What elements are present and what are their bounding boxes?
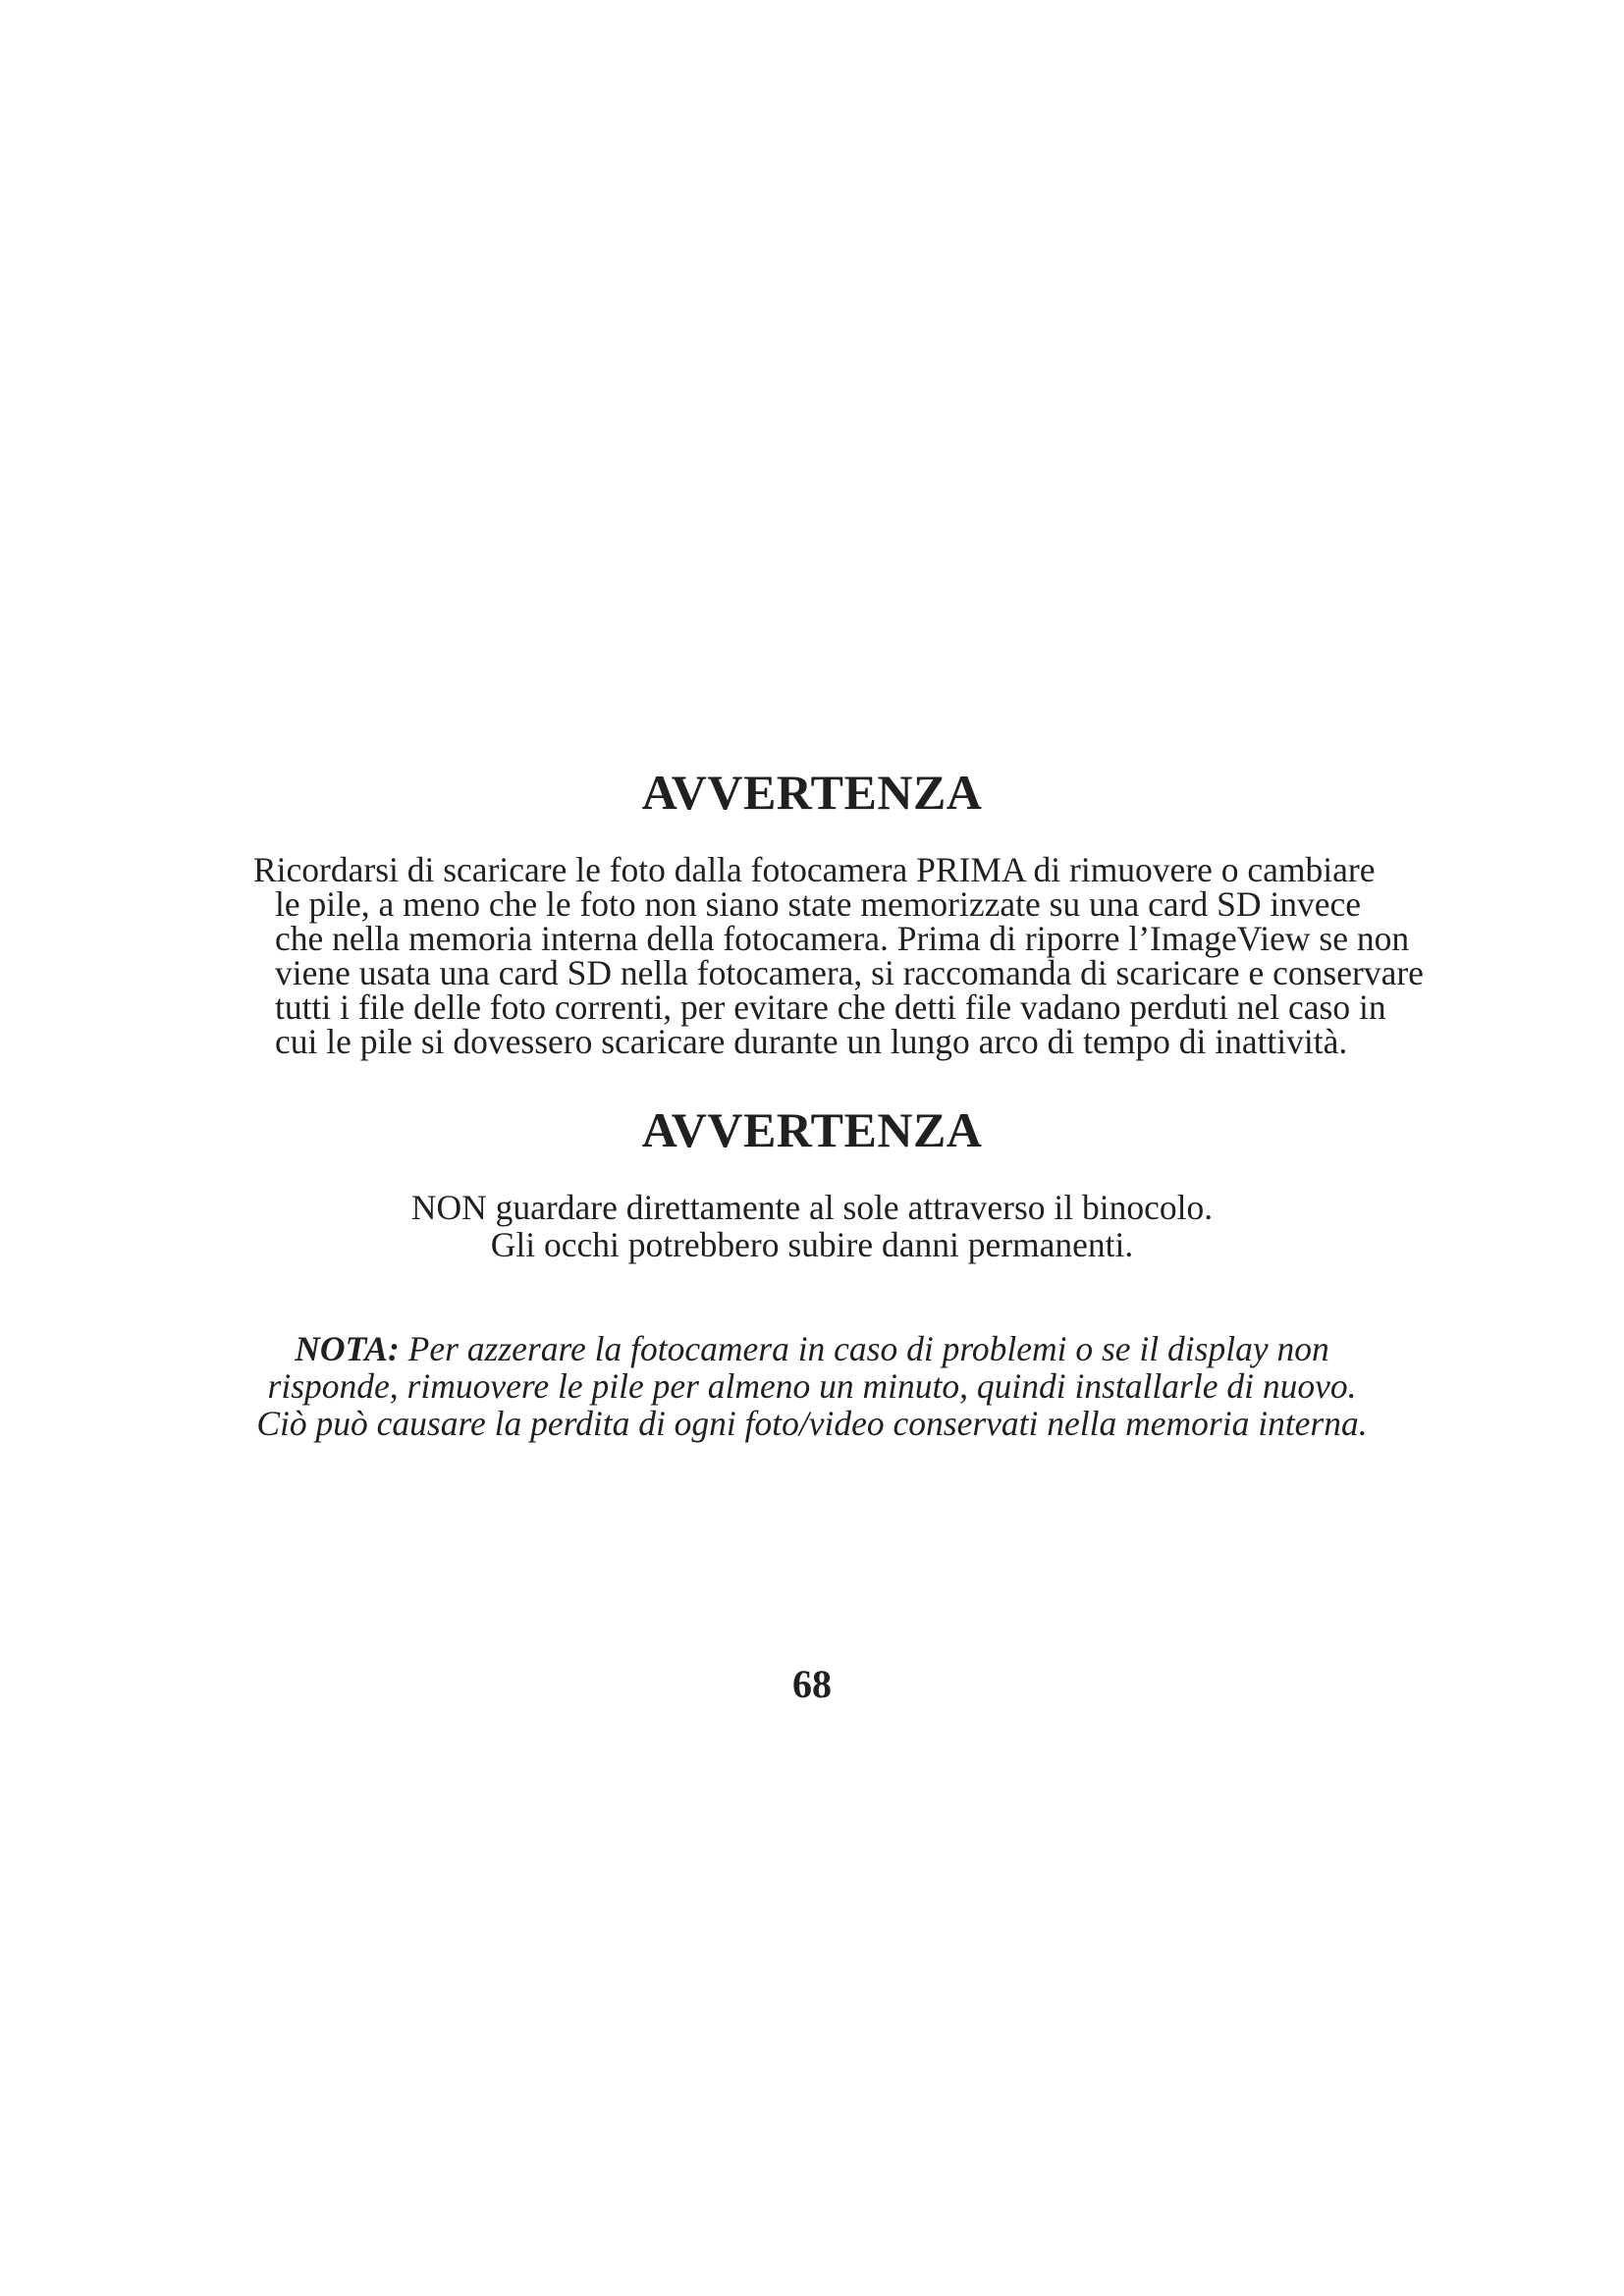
battery-warning-paragraph <box>253 850 1432 1061</box>
paragraph-line: che nella memoria interna della fotocamera. Prima di riporre l’ImageView se non <box>275 919 1410 958</box>
note-label: NOTA: <box>295 1329 400 1368</box>
note-text: Per azzerare la fotocamera in caso di problemi o se il display non <box>399 1329 1329 1368</box>
note-line: Ciò può causare la perdita di ogni foto/video conservati nella memoria interna. <box>256 1404 1368 1443</box>
paragraph-line: Gli occhi potrebbero subire danni permanenti. <box>490 1225 1134 1264</box>
note-line: risponde, rimuovere le pile per almeno un minuto, quindi installarle di nuovo. <box>267 1366 1357 1406</box>
warning-heading: AVVERTENZA <box>641 765 983 820</box>
paragraph-line: Ricordarsi di scaricare le foto dalla fotocamera PRIMA di rimuovere o cambiare <box>253 850 1376 889</box>
paragraph-line: viene usata una card SD nella fotocamera, si raccomanda di scaricare e conservare <box>275 953 1424 992</box>
paragraph-line: cui le pile si dovessero scaricare durante un lungo arco di tempo di inattività. <box>275 1022 1348 1061</box>
warning-heading-second: AVVERTENZA <box>641 1102 983 1157</box>
page-number: 68 <box>792 1662 832 1706</box>
note-line-first <box>0 1330 1624 1367</box>
sun-warning-paragraph <box>0 1189 1624 1263</box>
reset-note <box>0 1330 1624 1442</box>
paragraph-line: tutti i file delle foto correnti, per evitare che detti file vadano perduti nel caso in <box>275 988 1386 1027</box>
paragraph-line: le pile, a meno che le foto non siano state memorizzate su una card SD invece <box>275 884 1362 924</box>
paragraph-line: NON guardare direttamente al sole attraverso il binocolo. <box>410 1188 1214 1227</box>
